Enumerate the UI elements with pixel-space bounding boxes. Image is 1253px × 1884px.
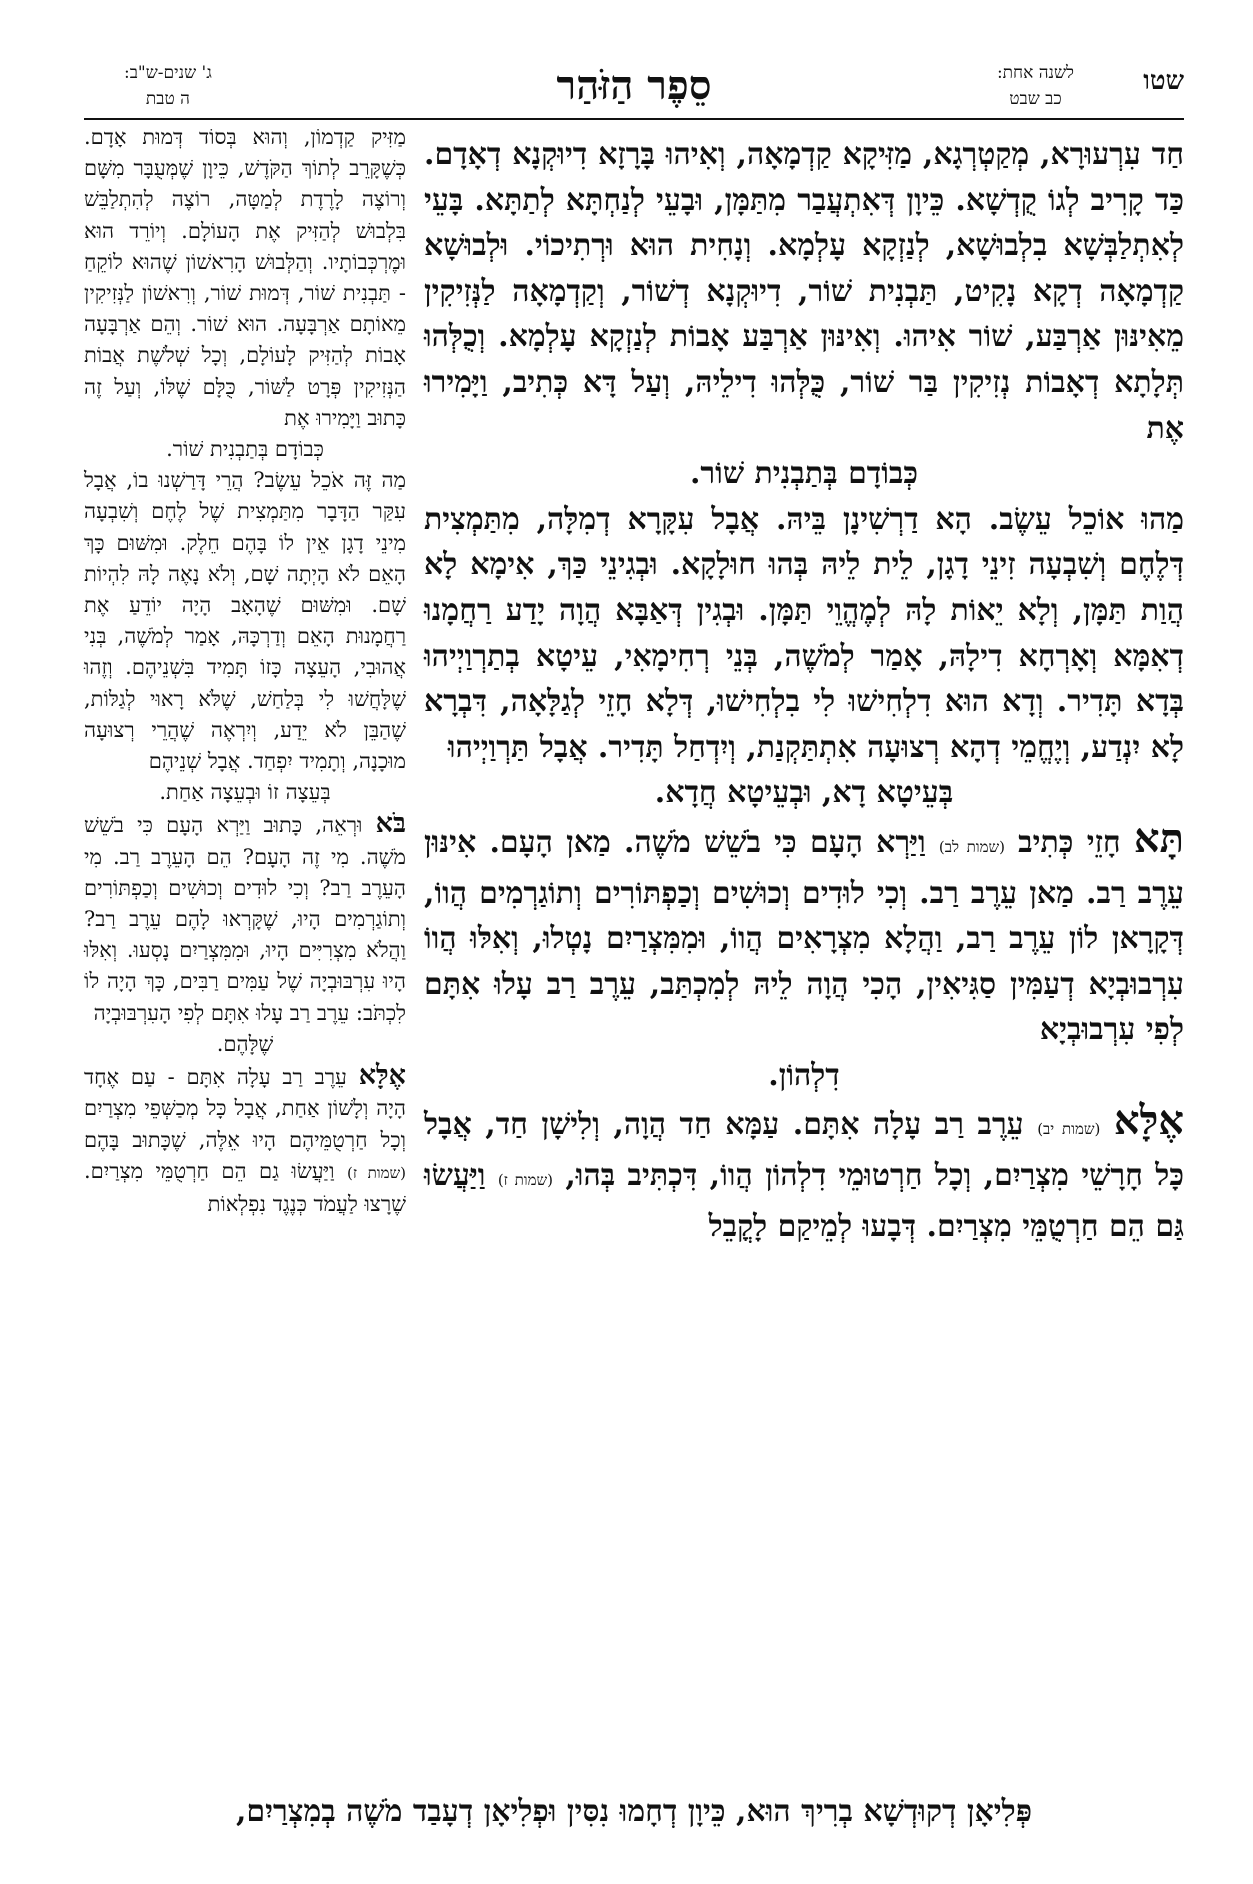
side-paragraph-4 <box>84 1060 406 1220</box>
text-line: לְאִתְלַבְּשָׁא בִלְבוּשָׁא, לְנַזְקָא עָלְמָא. וְנָחִית <box>690 228 1184 264</box>
translation-column <box>84 122 406 1220</box>
text-line: דְּאַבָּא הֲוָה יָדַע רַחֲמָנוּ דְאִמָּא וְאָרְחָא דִילָהּ, <box>424 592 1184 674</box>
text-line: בְּדָא תָּדִיר. וְדָא הוּא דִלְחִישׁוּ לִי בִלְחִישׁוּ, <box>706 684 1184 720</box>
main-paragraph-1 <box>424 132 1184 451</box>
text-line: שׁוֹר, וְרִאשׁוֹן לַנְּזִיקִין מֵאוֹתָם <box>84 281 406 337</box>
text-line: אָבוֹת לְהַזִּיק לָעוֹלָם, וְכָל שְׁלֹשֶׁת <box>137 343 406 368</box>
book-title: סֵפֶר הַזֹּהַר <box>556 62 712 109</box>
text-line: רְצוּעָה אִתְתַּקְנַת, וְיִדְחַל תָּדִיר. אֲבָל תַּרְוַיְיהוּ <box>447 729 940 765</box>
paragraph-closing-line: בְּעֵצָה זוֹ וּבְעֵצָה אַחַת. <box>159 780 331 805</box>
paragraph-closing-line: בְּעֵיטָא דָא, וּבְעֵיטָא חֲדָא. <box>654 775 954 811</box>
text-line: אֶחָד הָיָה וְלָשׁוֹן אַחַת, אֲבָל כָּל <box>84 1065 406 1121</box>
text-line: מֹשֶׁה. מַאן הָעָם. אִינּוּן עֵרֶב רַב. מַאן <box>424 824 1184 911</box>
text-line: דְמִלָּה, מִתַּמְצִית דְּלֶחֶם וְשִׁבְעָה זִינֵי דָגָן, <box>424 501 1185 583</box>
text-line: בֹשֵׁשׁ מֹשֶׁה. מִי זֶה הָעָם? הֵם <box>84 813 406 869</box>
text-line: הוּא וּרְתִיכוֹי. וּלְבוּשָׁא קַדְמָאָה דְקָא נָקִיט, <box>424 228 1184 309</box>
text-line: בְּלַחַשׁ, שֶׁלֹּא רָאוּי לְגַלּוֹת, שֶׁהַבֵּן <box>84 686 407 742</box>
text-line: וְתוֹגַרְמִים הָיוּ, שֶׁקָּרְאוּ לָהֶם עֵרֶב <box>129 907 406 932</box>
text-line: דְּלָא חָזֵי לְגַלָּאָה, דִּבְרָא לָא יִנְדַע, וְיֶחֱמֵי דְהָא <box>424 684 1184 765</box>
text-line: עֵרֶב רַב עָלָה אִתָּם - עַם <box>130 1065 359 1090</box>
schedule-date: ה טבת <box>145 89 190 109</box>
text-line: חֵלֶק. וּמִשּׁוּם כָּךְ הָאֵם לֹא הָיְתָה <box>84 530 406 586</box>
opening-word: אֶלָּא <box>358 1060 406 1092</box>
text-line: לְנַזְקָא עָלְמָא. וְכֻלְּהוּ תְּלָתָא דְאָבוֹת נְזִיקִין בַּר <box>424 319 1185 400</box>
text-line: לֶחֶם וְשִׁבְעָה מִינֵי דָגָן אֵין לוֹ בָּהֶם <box>84 499 406 555</box>
text-line: לְמַטָּה, רוֹצֶה לְהִתְלַבֵּשׁ בִּלְבוּשׁ <box>84 187 406 243</box>
text-line: וַיַּעֲשׂוּ גַם הֵם חַרְטֻמֵּי מִצְרַיִם. <box>84 1158 335 1183</box>
full-width-closing-line: פְּלִיאָן דְקוּדְשָׁא בְרִיךְ הוּא, כֵּיוָן דְחָמוּ נִסִּין וּפְלִיאָן דְעָבַד מֹשֶׁה בְמִצְרַיִם, <box>235 1794 1033 1829</box>
text-line: שֶׁמְּעֻבָּר מִשָּׁם וְרוֹצֶה לָרֶדֶת <box>84 156 406 212</box>
text-line: עֵרֶב רַב עָלָה אִתָּם. עַמָּא חַד הֲוָה, <box>613 1107 1038 1143</box>
text-line: עִרְבוּבְיָא דְעַמִּין סַגִּיאִין, הָכִי הֲוָה לֵיהּ <box>753 966 1184 1002</box>
schedule-label: ג' שנים-ש"ב: <box>124 63 212 83</box>
text-line: אֲבָל עִקַּר הַדָּבָר מִתַּמְצִית שֶׁל <box>84 468 406 524</box>
text-line: שֶׁרָצוּ לַעֲמֹד כְּנֶגֶד נִפְלְאוֹת <box>207 1191 406 1216</box>
side-paragraph-3 <box>84 808 406 1028</box>
text-line: לְמֹשֶׁה, בְּנִי אֲהוּבִי, הָעֵצָה כָּזוֹ <box>84 624 406 680</box>
text-line: הָיוּ אֵלֶּה, שֶׁכָּתוּב בָּהֶם <box>84 1127 276 1152</box>
text-line: לֹא יֵדַע, וְיִרְאֶה שֶׁהֲרֵי רְצוּעָה <box>84 717 347 742</box>
text-line: רַב? וַהֲלֹא מִצְרִיִּים הָיוּ, וּמִמִּצְרַיִם <box>84 907 406 963</box>
text-line: חַרְטוּמֵי דִלְהוֹן הֲווֹ, דִּכְתִּיב בְּהוּ, <box>552 1158 923 1194</box>
text-line: מֵאִינּוּן אַרְבַּע, שׁוֹר אִיהוּ. וְאִינּוּן אַרְבַּע אָבוֹת <box>669 319 1184 355</box>
text-line: וַיַּעֲשׂוּ <box>424 1158 498 1194</box>
text-line: בָּרָזָא דִיוּקְנָא דְאָדָם. כַּד קָרִיב לְגוֹ קֻדְשָׁא. <box>424 137 1184 218</box>
text-line: מִצְרָאִים הֲווֹ, וּמִמִּצְרַיִם נָטְלוּ, וְאִלּוּ הֲווֹ <box>424 921 871 957</box>
text-line: לְמִכְתַּב, עֵרֶב רַב עָלוּ אִתָּם לְפִי עִרְבוּבְיָא <box>424 966 1184 1048</box>
verse-reference: (שמות ז) <box>497 1171 553 1190</box>
opening-word: תָּא <box>1133 814 1184 862</box>
side-paragraph-2 <box>84 465 406 777</box>
paragraph-closing-line: כְּבוֹדָם בְּתַבְנִית שׁוֹר. <box>166 437 324 462</box>
text-line: גַּם הֵם חַרְטֻמֵּי מִצְרַיִם. דְּבָעוּ לְמֵיקַם לָקֳבֵל <box>708 1208 1184 1244</box>
text-line: הֲוַת תַּמָּן, וְלָא יֵאוֹת לָהּ לְמֶהֱוֵי תַּמָּן. וּבְגִין <box>696 592 1184 628</box>
verse-reference: (שמות לב) <box>938 837 1005 856</box>
paragraph-closing-line: דִלְהוֹן. <box>768 1057 840 1093</box>
main-paragraph-4 <box>424 1098 1184 1249</box>
page <box>84 56 1184 1846</box>
text-line: עַמִּים רַבִּים, כָּךְ הָיָה לוֹ לִכְתֹּב: <box>84 969 406 1025</box>
text-line: עֵרֶב רַב עָלוּ אִתָּם לְפִי הָעִרְבּוּבְיָה <box>93 1000 350 1025</box>
text-line: מַהוּ אוֹכֵל עֵשֶׂב. הָא דַרְשִׁינָן בֵּיהּ. אֲבָל עִקָּרָא <box>627 501 1184 537</box>
text-line: אֲבוֹת הַנְּזִיקִין פְּרָט לַשּׁוֹר, כֻּלָּם <box>84 343 406 399</box>
text-line: שָׁם, וְלֹא נָאֶה לָהּ לִהְיוֹת שָׁם. <box>84 561 406 618</box>
verse-reference: (שמות יב) <box>1037 1120 1101 1139</box>
text-line: תַּבְנִית שׁוֹר, דִיוּקְנָא דְשׁוֹר, וְקַדְמָאָה לַנְּזִיקִין <box>424 273 938 309</box>
text-line: מַה זֶּה אֹכֵל עֵשֶׂב? הֲרֵי דָּרַשְׁנוּ בוֹ, <box>126 468 406 493</box>
main-paragraph-2 <box>424 497 1184 771</box>
text-line: רַחֲמָנוּת הָאֵם וְדַרְכָּהּ, אָמַר <box>184 624 407 649</box>
text-line: עֵרֶב רַב. וְכִי לוּדִים וְכוּשִׁים וְכַפְתּוֹרִים <box>593 875 1018 911</box>
main-paragraph-3 <box>424 816 1184 1053</box>
text-line: חַד עִרְעוּרָא, מְקַטְרְגָא, מַזִּיקָא קַדְמָאָה, וְאִיהוּ <box>665 137 1184 172</box>
text-line: לוּדִים וְכוּשִׁים וְכַפְתּוֹרִים <box>84 875 278 900</box>
text-line: מְכַשְּׁפֵי מִצְרַיִם וְכָל חַרְטֻמֵּיהֶם <box>84 1096 407 1152</box>
text-line: תָּמִיד בִּשְׁנֵיהֶם. וְזֶהוּ שֶׁלָּחֲשׁוּ לִי <box>84 655 406 711</box>
text-line: שׁוֹר, כֻּלְּהוּ דִילֵיהּ, וְעַל דָּא כְּתִיב, וַיָּמִירוּ אֶת <box>424 364 1184 446</box>
study-schedule-left <box>124 60 212 112</box>
text-line: וּמִשּׁוּם שֶׁהָאָב הָיָה יוֹדֵעַ אֶת <box>84 593 352 618</box>
text-line: נָסְעוּ. וְאִלּוּ הָיוּ עִרְבּוּבְיָה שֶׁל <box>84 938 406 994</box>
text-line: הָעֵרֶב רַב. מִי הָעֵרֶב רַב? וְכִי <box>84 844 406 900</box>
text-line: אָמַר לְמֹשֶׁה, בְּנֵי רְחִימָאִי, עֵיטָא בְתַרְוַיְיהוּ <box>424 638 923 674</box>
opening-word: אֶלָּא <box>1113 1097 1184 1145</box>
text-line: וּמֶרְכְּבוֹתָיו. וְהַלְּבוּשׁ הָרִאשׁוֹן <box>185 249 406 274</box>
text-line: לֵית לֵיהּ בְּהוּ חוּלָקָא. וּבְגִינֵי כַּךְ, אִימָא לָא <box>424 547 914 583</box>
text-line: כֵּיוָן דְּאִתְעֲבַר מִתַּמָּן, וּבָעֵי לְנַחְתָּא לְתַתָּא. בָּעֵי <box>424 182 945 218</box>
text-line: וְתוֹגַרְמִים הֲווֹ, דְּקָרָאן לוֹן עֵרֶב רַב, וַהֲלָא <box>424 875 1184 957</box>
side-paragraph-1 <box>84 122 406 434</box>
text-line: לְהַזִּיק אֶת הָעוֹלָם. וְיוֹרֵד הוּא <box>84 218 341 243</box>
text-line: מַזִּיק קַדְמוֹן, וְהוּא בְּסוֹד דְּמוּת <box>142 125 406 149</box>
text-line: וַיַּרְא הָעָם כִּי בֹשֵׁשׁ <box>704 824 939 860</box>
paragraph-closing-line: שֶׁלָּהֶם. <box>216 1031 274 1056</box>
text-line: וְלִישָׁן חַד, אֲבָל כָּל חָרָשֵׁי מִצְרַיִם, וְכָל <box>424 1107 1184 1194</box>
schedule-date: כב שבט <box>1009 89 1062 109</box>
verse-reference: (שמות ז) <box>347 1163 406 1182</box>
text-line: חָזֵי כְּתִיב <box>1004 824 1134 860</box>
text-line: וּרְאֵה, כָּתוּב וַיַּרְא הָעָם כִּי <box>137 813 376 838</box>
text-line: מוּכָנָה, וְתָמִיד יִפְחַד. אֲבָל שְׁנֵיהֶם <box>148 749 406 774</box>
text-line: אָדָם. כְּשֶׁקָּרֵב לְתוֹךְ הַקֹּדֶשׁ, כֵּיוָן <box>84 125 407 181</box>
schedule-label: לשנה אחת: <box>996 63 1074 83</box>
text-line: אַרְבָּעָה. הוּא שׁוֹר. וְהֵם אַרְבָּעָה <box>84 312 341 337</box>
opening-word: בֹּא <box>375 808 406 840</box>
page-number: שטו <box>1143 66 1184 96</box>
text-line: שֶׁלּוֹ, וְעַל זֶה כָּתוּב וַיָּמִירוּ אֶת <box>84 374 406 430</box>
text-line: שֶׁהוּא לוֹקֵחַ - תַּבְנִית שׁוֹר, דְּמוּת <box>84 249 407 306</box>
main-text-column <box>424 132 1184 1249</box>
running-header <box>84 56 1184 120</box>
paragraph-closing-line: כְּבוֹדָם בְּתַבְנִית שׁוֹר. <box>689 456 919 492</box>
